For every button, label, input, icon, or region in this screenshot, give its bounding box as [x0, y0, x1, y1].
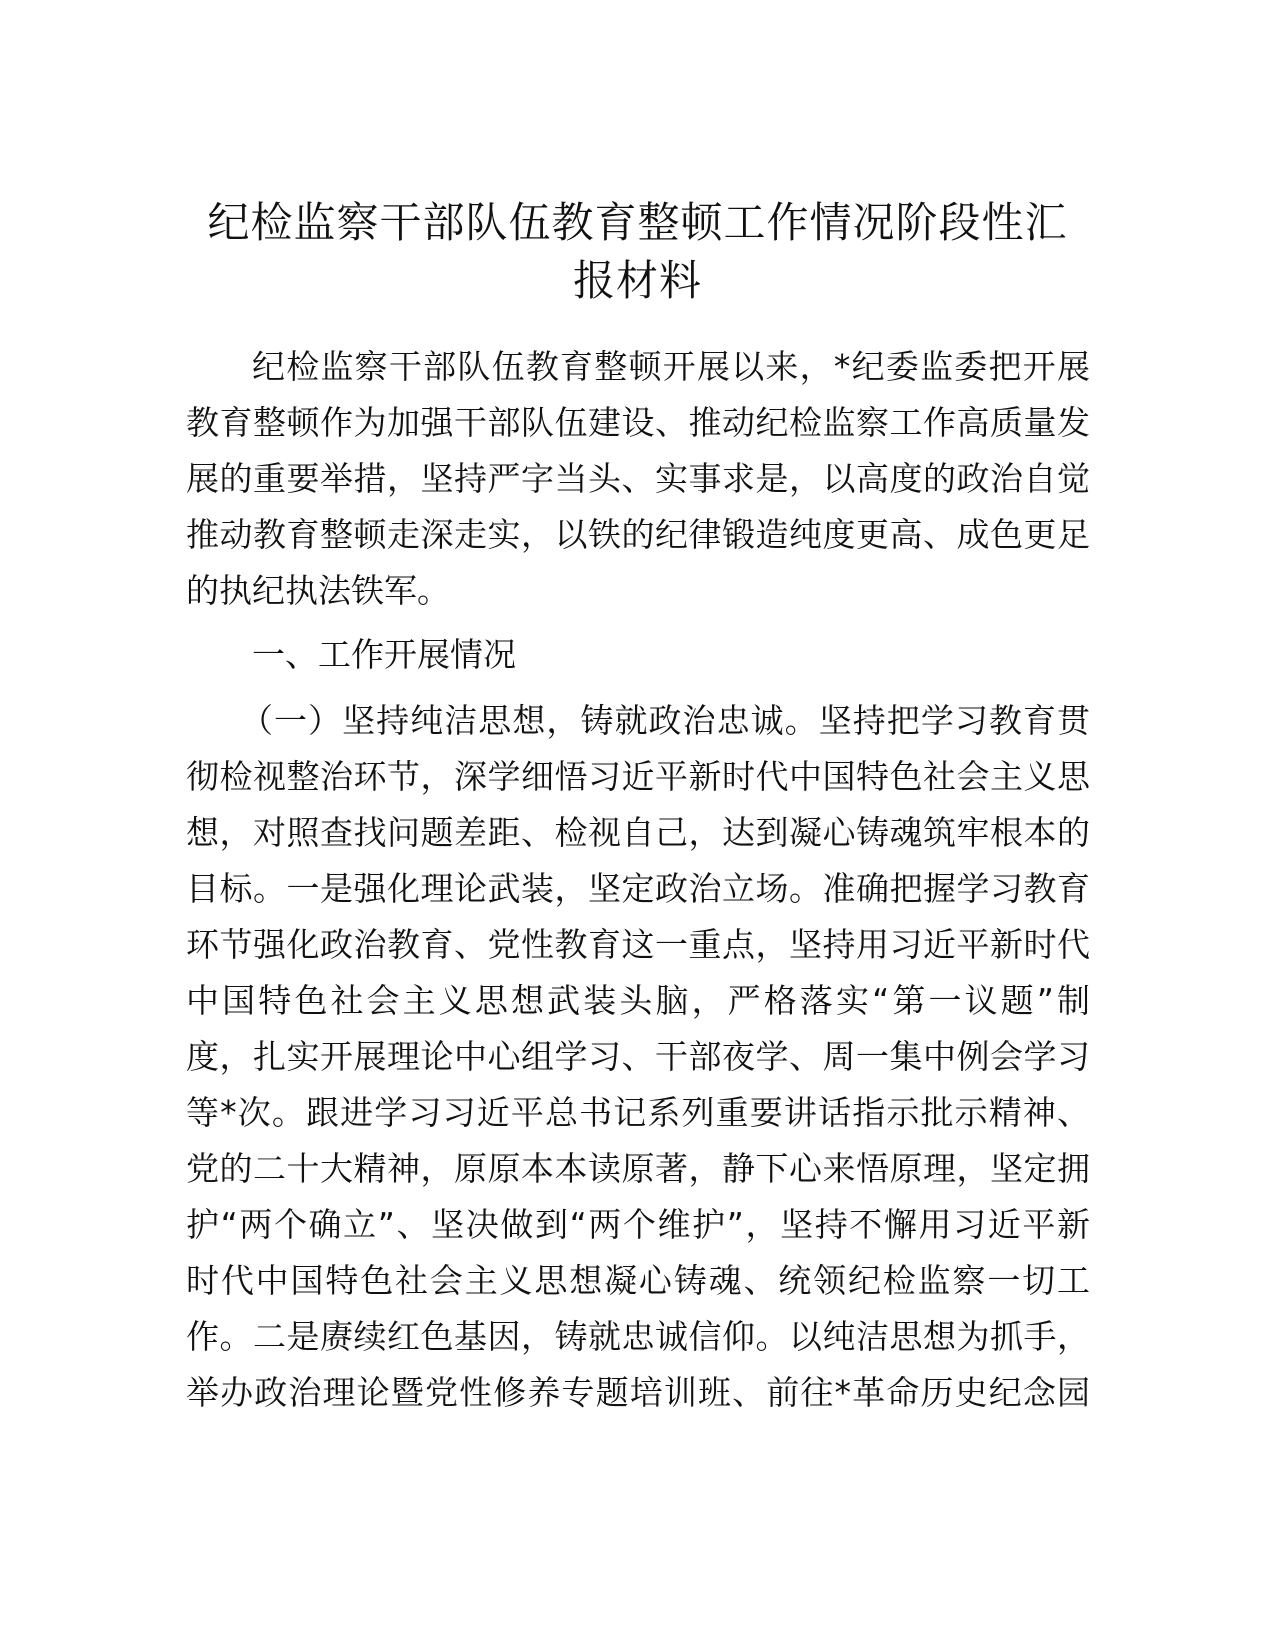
- intro-paragraph-line: 的执纪执法铁军。: [186, 571, 450, 610]
- section-paragraph-line: 彻检视整治环节，深学细悟习近平新时代中国特色社会主义思: [186, 757, 1090, 796]
- intro-paragraph-line: 推动教育整顿走深走实，以铁的纪律锻造纯度更高、成色更足: [186, 515, 1090, 554]
- section-paragraph-line: 时代中国特色社会主义思想凝心铸魂、统领纪检监察一切工: [186, 1261, 1090, 1300]
- intro-paragraph-line: 纪检监察干部队伍教育整顿开展以来，*纪委监委把开展: [252, 347, 1090, 386]
- section-paragraph-line: （一）坚持纯洁思想，铸就政治忠诚。坚持把学习教育贯: [240, 701, 1090, 740]
- section-paragraph-line: 度，扎实开展理论中心组学习、干部夜学、周一集中例会学习: [186, 1037, 1090, 1076]
- section-heading: 一、工作开展情况: [252, 635, 516, 674]
- section-paragraph-line: 环节强化政治教育、党性教育这一重点，坚持用习近平新时代: [186, 925, 1090, 964]
- section-paragraph-line: 党的二十大精神，原原本本读原著，静下心来悟原理，坚定拥: [186, 1149, 1090, 1188]
- section-paragraph-line: 目标。一是强化理论武装，坚定政治立场。准确把握学习教育: [186, 869, 1090, 908]
- section-paragraph-line: 想，对照查找问题差距、检视自己，达到凝心铸魂筑牢根本的: [186, 813, 1090, 852]
- section-paragraph-line: 举办政治理论暨党性修养专题培训班、前往*革命历史纪念园: [186, 1373, 1090, 1412]
- section-paragraph-line: 等*次。跟进学习习近平总书记系列重要讲话指示批示精神、: [186, 1093, 1090, 1132]
- document-title-line-2: 报材料: [572, 256, 702, 305]
- document-title-line-1: 纪检监察干部队伍教育整顿工作情况阶段性汇: [207, 198, 1068, 247]
- intro-paragraph-line: 展的重要举措，坚持严字当头、实事求是，以高度的政治自觉: [186, 459, 1090, 498]
- section-paragraph-line: 作。二是赓续红色基因，铸就忠诚信仰。以纯洁思想为抓手，: [186, 1317, 1090, 1356]
- section-paragraph-line: 中国特色社会主义思想武装头脑，严格落实“第一议题”制: [186, 981, 1090, 1020]
- intro-paragraph-line: 教育整顿作为加强干部队伍建设、推动纪检监察工作高质量发: [186, 403, 1090, 442]
- section-paragraph-line: 护“两个确立”、坚决做到“两个维护”，坚持不懈用习近平新: [186, 1205, 1090, 1244]
